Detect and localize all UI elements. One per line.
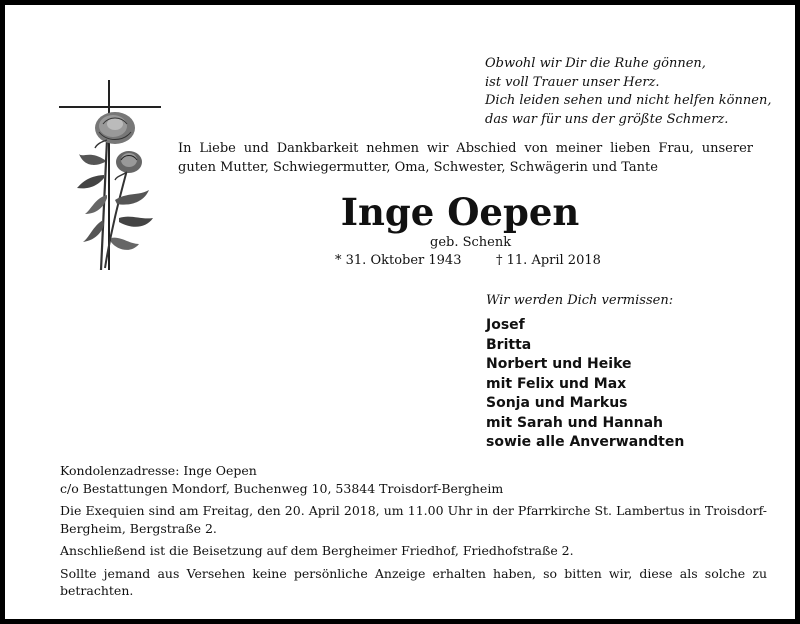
mourners-list bbox=[486, 316, 684, 453]
footer bbox=[60, 462, 767, 600]
poem bbox=[485, 55, 771, 129]
mourner-line: Sonja und Markus bbox=[486, 395, 628, 411]
condolence-address: Kondolenzadresse: Inge Oepen bbox=[60, 463, 257, 478]
maiden-name: geb. Schenk bbox=[430, 235, 512, 250]
poem-line: Dich leiden sehen und nicht helfen können, bbox=[485, 93, 772, 108]
deceased-name: Inge Oepen bbox=[340, 190, 580, 234]
exequies-text: Die Exequien sind am Freitag, den 20. April 2018, um 11.00 Uhr in der Pfarrkirche St. Lambertus in Troisdorf-Bergheim, Bergstraße 2. bbox=[60, 503, 767, 536]
birth-date: * 31. Oktober 1943 bbox=[335, 253, 462, 268]
notice-text: Sollte jemand aus Versehen keine persönliche Anzeige erhalten haben, so bitten wir, diese als solche zu betrachten. bbox=[60, 565, 767, 598]
mourner-line: Britta bbox=[486, 336, 532, 353]
mourner-line: sowie alle Anverwandten bbox=[486, 434, 685, 450]
burial-text: Anschließend ist die Beisetzung auf dem Bergheimer Friedhof, Friedhofstraße 2. bbox=[60, 543, 574, 558]
mourner-line: Josef bbox=[486, 317, 525, 333]
poem-line: ist voll Trauer unser Herz. bbox=[485, 74, 660, 90]
poem-line: Obwohl wir Dir die Ruhe gönnen, bbox=[485, 56, 706, 71]
mourner-line: Norbert und Heike bbox=[486, 356, 632, 372]
death-date: † 11. April 2018 bbox=[496, 253, 601, 268]
mourners-intro: Wir werden Dich vermissen: bbox=[486, 293, 674, 308]
intro-text: In Liebe und Dankbarkeit nehmen wir Abschied von meiner lieben Frau, unserer guten Mutter, Schwiegermutter, Oma, Schwester, Schwägerin und Tante bbox=[178, 141, 753, 175]
poem-line: das war für uns der größte Schmerz. bbox=[485, 111, 729, 127]
condolence-address-detail: c/o Bestattungen Mondorf, Buchenweg 10, 53844 Troisdorf-Bergheim bbox=[60, 480, 504, 496]
mourner-line: mit Felix und Max bbox=[486, 375, 627, 392]
cross-with-roses-icon bbox=[55, 80, 165, 280]
mourner-line: mit Sarah und Hannah bbox=[486, 414, 664, 431]
